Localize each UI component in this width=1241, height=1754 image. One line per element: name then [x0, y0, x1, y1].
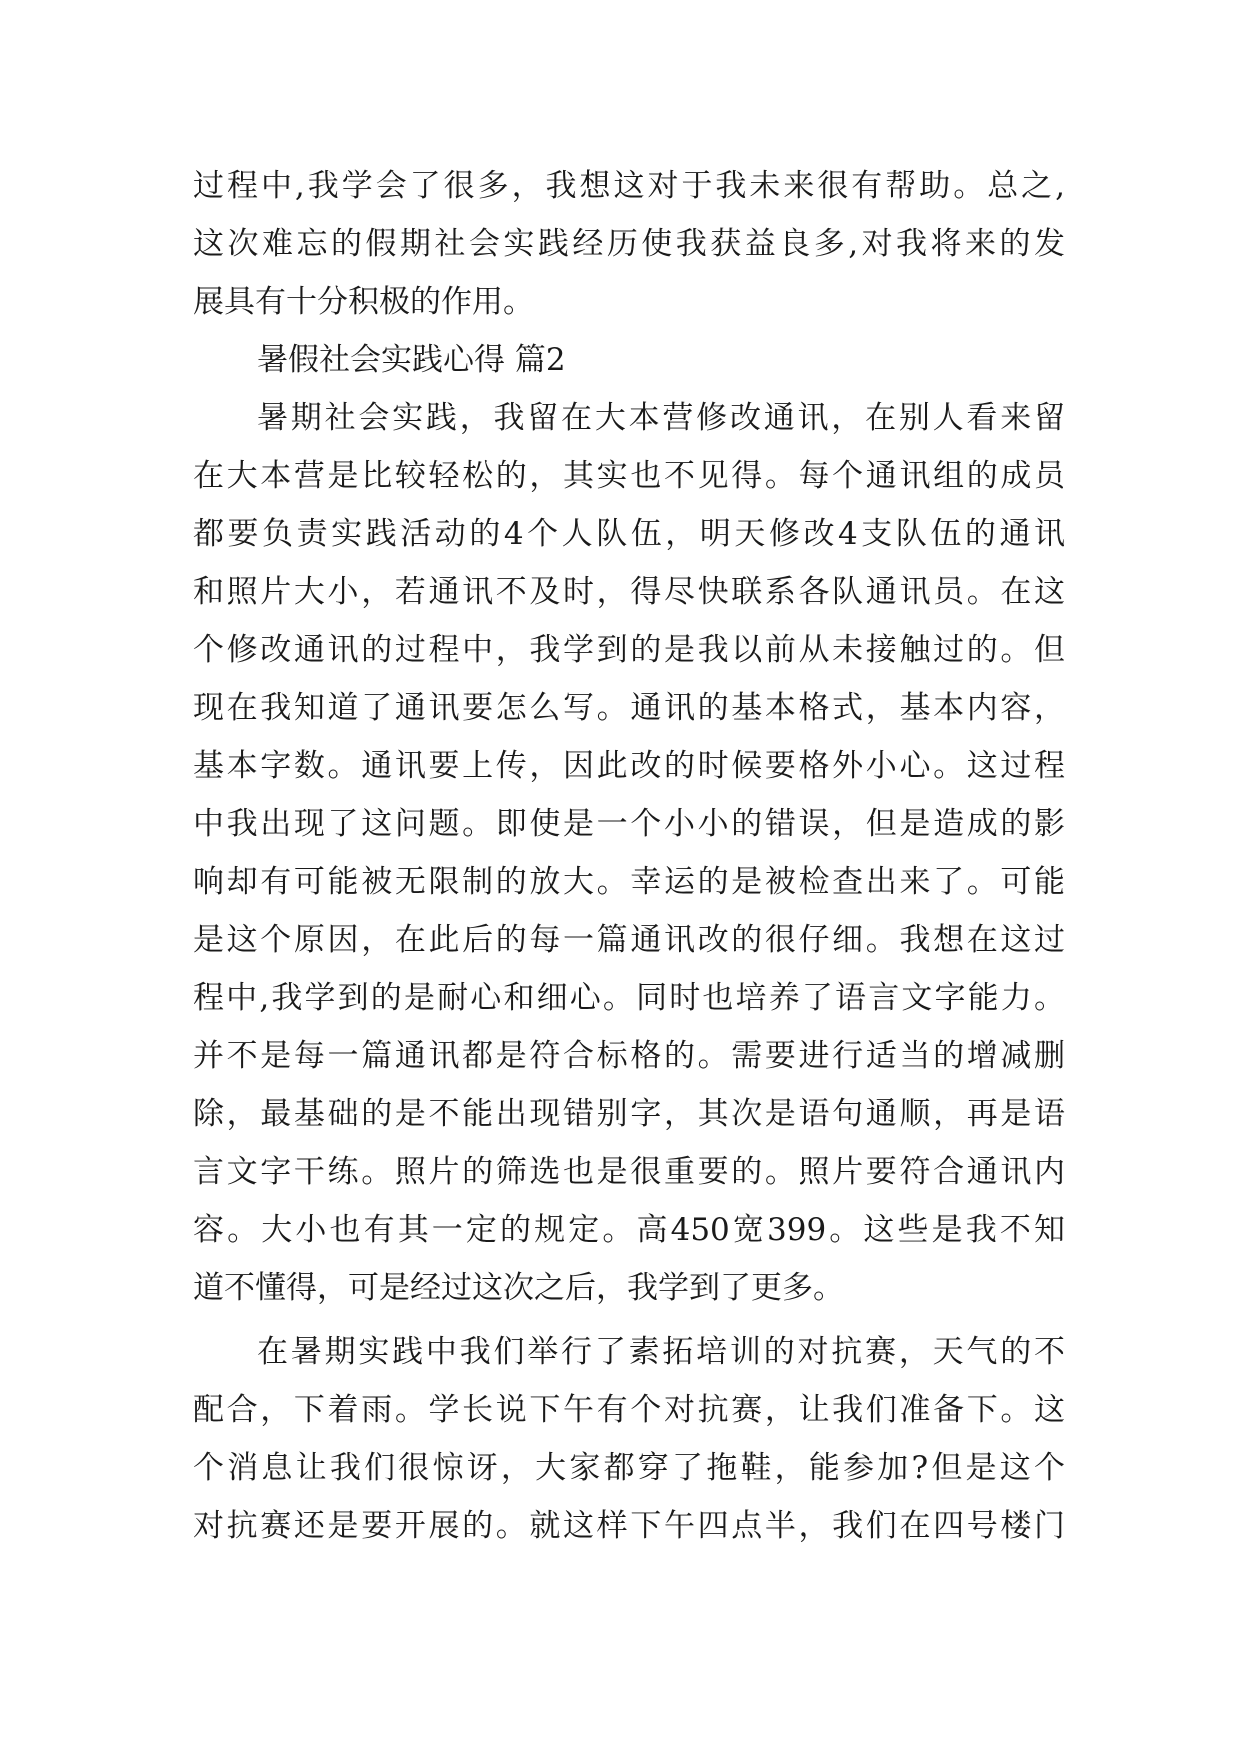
paragraph-3: [193, 1323, 1065, 1555]
text-line: 道不懂得，可是经过这次之后，我学到了更多。: [193, 1270, 844, 1306]
text-line: 除，最基础的是不能出现错别字，其次是语句通顺，再是语: [193, 1096, 1065, 1132]
text-line: 和照片大小，若通讯不及时，得尽快联系各队通讯员。在这: [193, 574, 1065, 610]
text-line: 对抗赛还是要开展的。就这样下午四点半，我们在四号楼门: [193, 1508, 1065, 1544]
text-line: 都要负责实践活动的4个人队伍，明天修改4支队伍的通讯: [193, 516, 1065, 552]
text-line: 个修改通讯的过程中，我学到的是我以前从未接触过的。但: [193, 632, 1065, 668]
text-line: 是这个原因，在此后的每一篇通讯改的很仔细。我想在这过: [193, 922, 1065, 958]
paragraph-2: [193, 389, 1065, 1317]
text-line: 容。大小也有其一定的规定。高450宽399。这些是我不知: [193, 1212, 1065, 1248]
text-line: 过程中,我学会了很多，我想这对于我未来很有帮助。总之,: [193, 168, 1065, 204]
text-line: 配合，下着雨。学长说下午有个对抗赛，让我们准备下。这: [193, 1392, 1065, 1428]
text-line: 在大本营是比较轻松的，其实也不见得。每个通讯组的成员: [193, 458, 1065, 494]
text-line: 这次难忘的假期社会实践经历使我获益良多,对我将来的发: [193, 226, 1065, 262]
text-line: 程中,我学到的是耐心和细心。同时也培养了语言文字能力。: [193, 980, 1065, 1016]
document-body: [193, 157, 1065, 1555]
text-line: 言文字干练。照片的筛选也是很重要的。照片要符合通讯内: [193, 1154, 1065, 1190]
text-line: 展具有十分积极的作用。: [193, 284, 534, 320]
section-heading: 暑假社会实践心得 篇2: [257, 342, 566, 378]
text-line: 基本字数。通讯要上传，因此改的时候要格外小心。这过程: [193, 748, 1065, 784]
text-line: 暑期社会实践，我留在大本营修改通讯，在别人看来留: [257, 400, 1065, 436]
paragraph-continuation: [193, 157, 1065, 331]
text-line: 个消息让我们很惊讶，大家都穿了拖鞋，能参加?但是这个: [193, 1450, 1065, 1486]
text-line: 中我出现了这问题。即使是一个小小的错误，但是造成的影: [193, 806, 1065, 842]
text-line: 响却有可能被无限制的放大。幸运的是被检查出来了。可能: [193, 864, 1065, 900]
text-line: 现在我知道了通讯要怎么写。通讯的基本格式，基本内容，: [193, 690, 1065, 726]
text-line: 在暑期实践中我们举行了素拓培训的对抗赛，天气的不: [257, 1334, 1065, 1370]
text-line: 并不是每一篇通讯都是符合标格的。需要进行适当的增减删: [193, 1038, 1065, 1074]
